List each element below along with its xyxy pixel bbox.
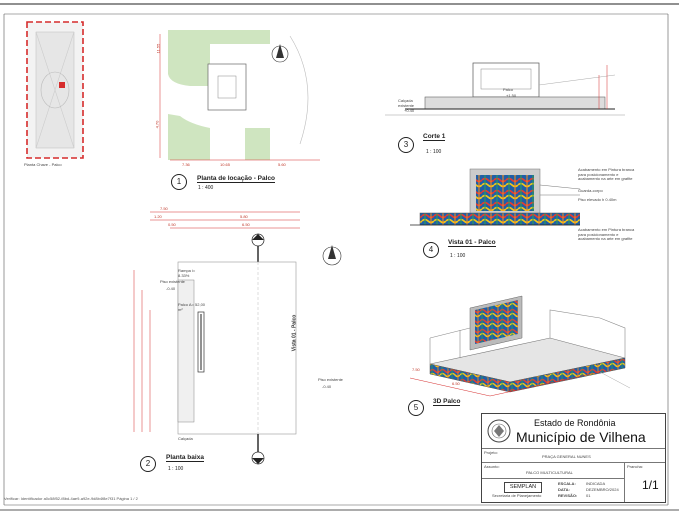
site-dim-c: 7.36 — [182, 162, 190, 167]
elevation-note-2: Guarda-corpo — [578, 188, 603, 193]
section-stage-level: +1.50 — [506, 93, 517, 98]
section-stage-label: Palco — [503, 87, 514, 92]
drawing-4-number: 4 — [423, 242, 439, 258]
elevation-note-4: Acabamento em Pintura branca para posicionamento e acabamento na arte em grafite — [578, 227, 635, 241]
elevation-note-1: Acabamento em Pintura branca para posicionamento e acabamento na arte em grafite — [578, 167, 635, 181]
state-name: Estado de Rondônia — [534, 418, 616, 428]
ramp-label: Rampa i= 8.33% — [178, 268, 196, 278]
floor-dim-total: 7.50 — [160, 206, 168, 211]
org-logo: SEMPLAN — [504, 482, 542, 493]
key-plan-label: Planta Chave - Palco — [24, 162, 62, 167]
site-plan-drawing — [150, 24, 330, 174]
floor-dim-d: 6.50 — [242, 222, 250, 227]
municipality-name: Município de Vilhena — [516, 429, 646, 445]
drawing-5-title: 3D Palco — [433, 398, 461, 405]
verification-footer: Verificar: Identificador a0c58f52-f8bd-4ae9-a92e-9d8b4f8e7f31 Página 1 / 2 — [4, 496, 138, 501]
prancha-value: 1/1 — [642, 478, 659, 492]
stage-area-label: Palco A= 52,00 m² — [178, 302, 206, 312]
floor-piso-right-label: Piso existente — [318, 377, 343, 382]
prancha-label: Prancha: — [627, 464, 644, 469]
data-label: DATA: — [558, 487, 570, 492]
drawing-1-title: Planta de locação - Palco — [197, 175, 276, 182]
site-dim-d: 10.65 — [220, 162, 231, 167]
site-dim-b: 4.70 — [154, 120, 160, 129]
assunto-label: Assunto: — [484, 464, 500, 469]
municipal-seal-icon — [486, 418, 512, 444]
floor-plan-drawing — [120, 200, 350, 470]
prancha-divider — [624, 462, 625, 502]
projeto-value: PRAÇA GENERAL NUNES — [542, 454, 591, 459]
key-plan — [22, 20, 92, 160]
drawing-2-scale: 1 : 100 — [168, 466, 184, 472]
floor-dim-a: 1.20 — [154, 214, 162, 219]
floor-piso-right-level: -0.40 — [322, 384, 332, 389]
escala-value: INDICADA — [586, 481, 606, 486]
drawing-2-number: 2 — [140, 456, 156, 472]
stage-3d-dim-b: 6.50 — [452, 381, 460, 386]
data-value: DEZEMBRO/2024 — [586, 487, 619, 492]
revisao-label: REVISÃO: — [558, 493, 578, 498]
drawing-5-number: 5 — [408, 400, 424, 416]
title-divider — [482, 478, 624, 479]
drawing-4-scale: 1 : 100 — [450, 253, 466, 259]
drawing-3-number: 3 — [398, 137, 414, 153]
drawing-1-number: 1 — [171, 174, 187, 190]
floor-piso-left-label: Piso existente — [160, 279, 185, 284]
elevation-note-3: Piso elevado h 0.40m — [578, 197, 617, 202]
escala-label: ESCALA: — [558, 481, 576, 486]
title-divider — [482, 448, 665, 449]
floor-dim-b: 5.80 — [240, 214, 248, 219]
elevation-drawing — [410, 165, 580, 235]
view-ref-label: Vista 01 - Palco — [291, 314, 298, 352]
floor-piso-left-level: -0.40 — [166, 286, 176, 291]
drawing-4-title: Vista 01 - Palco — [448, 239, 496, 246]
title-block — [481, 413, 666, 503]
revisao-value: 01 — [586, 493, 591, 498]
drawing-3-title: Corte 1 — [423, 133, 446, 140]
sidewalk-label: Calçada — [178, 436, 193, 441]
drawing-2-title: Planta baixa — [166, 454, 204, 461]
org-subtitle: Secretaria de Planejamento — [492, 493, 542, 498]
drawing-1-scale: 1 : 400 — [198, 185, 214, 191]
title-divider — [482, 462, 665, 463]
projeto-label: Projeto: — [484, 450, 498, 455]
stage-3d-drawing — [400, 288, 640, 398]
site-dim-e: 5.60 — [278, 162, 286, 167]
site-dim-a: 11.55 — [155, 43, 161, 54]
floor-dim-c: 0.50 — [168, 222, 176, 227]
stage-3d-dim-a: 7.50 — [412, 367, 420, 372]
section-sidewalk-level: +0.40 — [404, 108, 415, 113]
section-sidewalk-label: Calçada existente — [398, 98, 415, 108]
drawing-3-scale: 1 : 100 — [426, 149, 442, 155]
assunto-value: PALCO MULTICULTURAL — [526, 470, 573, 475]
